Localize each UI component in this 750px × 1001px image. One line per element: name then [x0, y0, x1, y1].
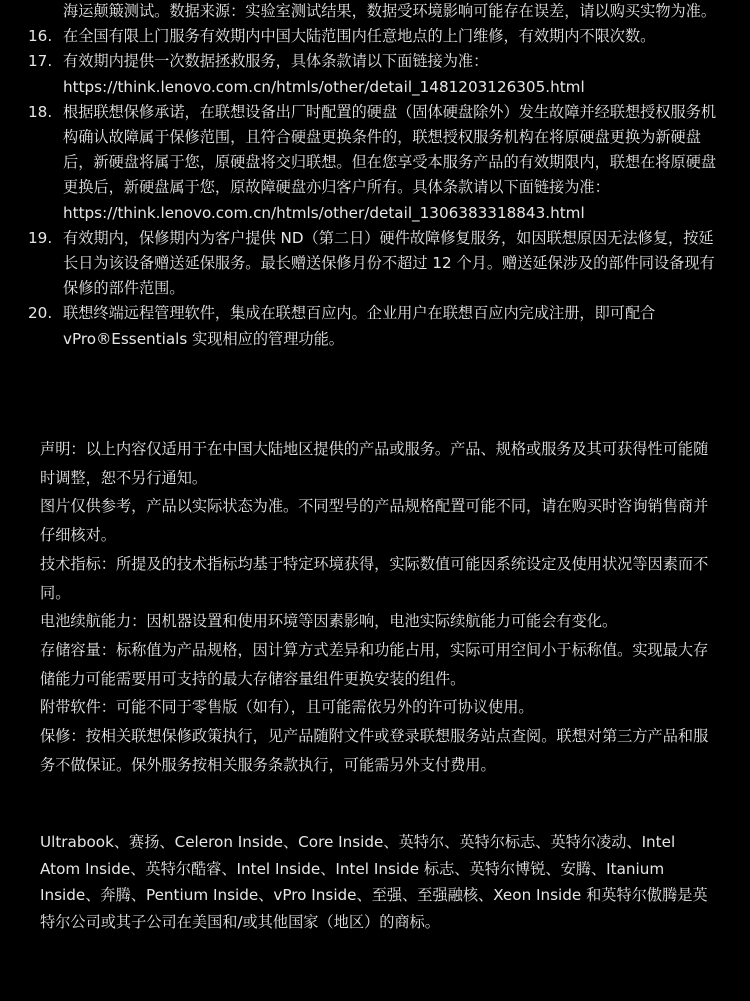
- note-text: 根据联想保修承诺，在联想设备出厂时配置的硬盘（固体硬盘除外）发生故障并经联想授权服务机构确认故障属于保修范围，且符合硬盘更换条件的，联想授权服务机构在将原硬盘更换为新硬盘后，新硬盘将属于您，原硬盘将交归联想。但在您享受本服务产品的有效期限内，联想在将原硬盘更换后，新硬盘属于您，原故障硬盘亦归客户所有。具体条款请以下面链接为准：https://think.lenovo.com.cn/htmls/other/detail_1306383318843.html: [63, 102, 717, 222]
- disclaimer-software: 附带软件：可能不同于零售版（如有），且可能需依另外的许可协议使用。: [40, 698, 534, 717]
- disclaimer-section: [40, 435, 720, 779]
- disclaimer-warranty: 保修：按相关联想保修政策执行，见产品随附文件或登录联想服务站点查阅。联想对第三方产品和服务不做保证。保外服务按相关服务条款执行，可能需另外支付费用。: [40, 727, 709, 774]
- note-item: [28, 24, 728, 49]
- note-text: 有效期内提供一次数据拯救服务，具体条款请以下面链接为准：https://think.lenovo.com.cn/htmls/other/detail_1481203126305.html: [63, 52, 585, 96]
- disclaimer-statement: 声明：以上内容仅适用于在中国大陆地区提供的产品或服务。产品、规格或服务及其可获得性可能随时调整，恕不另行通知。: [40, 440, 709, 487]
- numbered-notes: [28, 0, 728, 352]
- trademark-notice: Ultrabook、赛扬、Celeron Inside、Core Inside、英特尔、英特尔标志、英特尔凌动、Intel Atom Inside、英特尔酷睿、Intel Inside、Intel Inside 标志、英特尔博锐、安腾、Itanium Inside、奔腾、Pentium Inside、vPro Inside、至强、至强融核、Xeon Inside 和英特尔傲腾是英特尔公司或其子公司在美国和/或其他国家（地区）的商标。: [40, 833, 708, 932]
- note-text: 海运颠簸测试。数据来源：实验室测试结果，数据受环境影响可能存在误差，请以购买实物为准。: [63, 2, 717, 20]
- note-item: [28, 49, 728, 99]
- note-number: 19.: [28, 228, 53, 247]
- note-item: [28, 226, 728, 302]
- note-number: 17.: [28, 52, 53, 71]
- note-number: 20.: [28, 304, 53, 323]
- note-text: 联想终端远程管理软件，集成在联想百应内。企业用户在联想百应内完成注册，即可配合 vPro®Essentials 实现相应的管理功能。: [63, 304, 656, 348]
- note-text: 在全国有限上门服务有效期内中国大陆范围内任意地点的上门维修，有效期内不限次数。: [63, 27, 656, 46]
- disclaimer-tech-specs: 技术指标：所提及的技术指标均基于特定环境获得，实际数值可能因系统设定及使用状况等因素而不同。: [40, 554, 709, 602]
- note-item: [28, 100, 728, 226]
- note-item: [28, 301, 728, 351]
- note-item: [28, 0, 728, 24]
- note-number: 16.: [28, 27, 53, 46]
- note-number: 18.: [28, 102, 53, 121]
- note-text: 有效期内，保修期内为客户提供 ND（第二日）硬件故障修复服务，如因联想原因无法修复，按延长日为该设备赠送延保服务。最长赠送保修月份不超过 12 个月。赠送延保涉及的部件同设备现有保修的部件范围。: [63, 228, 715, 298]
- disclaimer-image-note: 图片仅供参考，产品以实际状态为准。不同型号的产品规格配置可能不同，请在购买时咨询销售商并仔细核对。: [40, 497, 709, 545]
- note-number: [28, 0, 63, 24]
- disclaimer-battery: 电池续航能力：因机器设置和使用环境等因素影响，电池实际续航能力可能会有变化。: [40, 612, 618, 631]
- disclaimer-storage: 存储容量：标称值为产品规格，因计算方式差异和功能占用，实际可用空间小于标称值。实现最大存储能力可能需要用可支持的最大存储容量组件更换安装的组件。: [40, 640, 709, 688]
